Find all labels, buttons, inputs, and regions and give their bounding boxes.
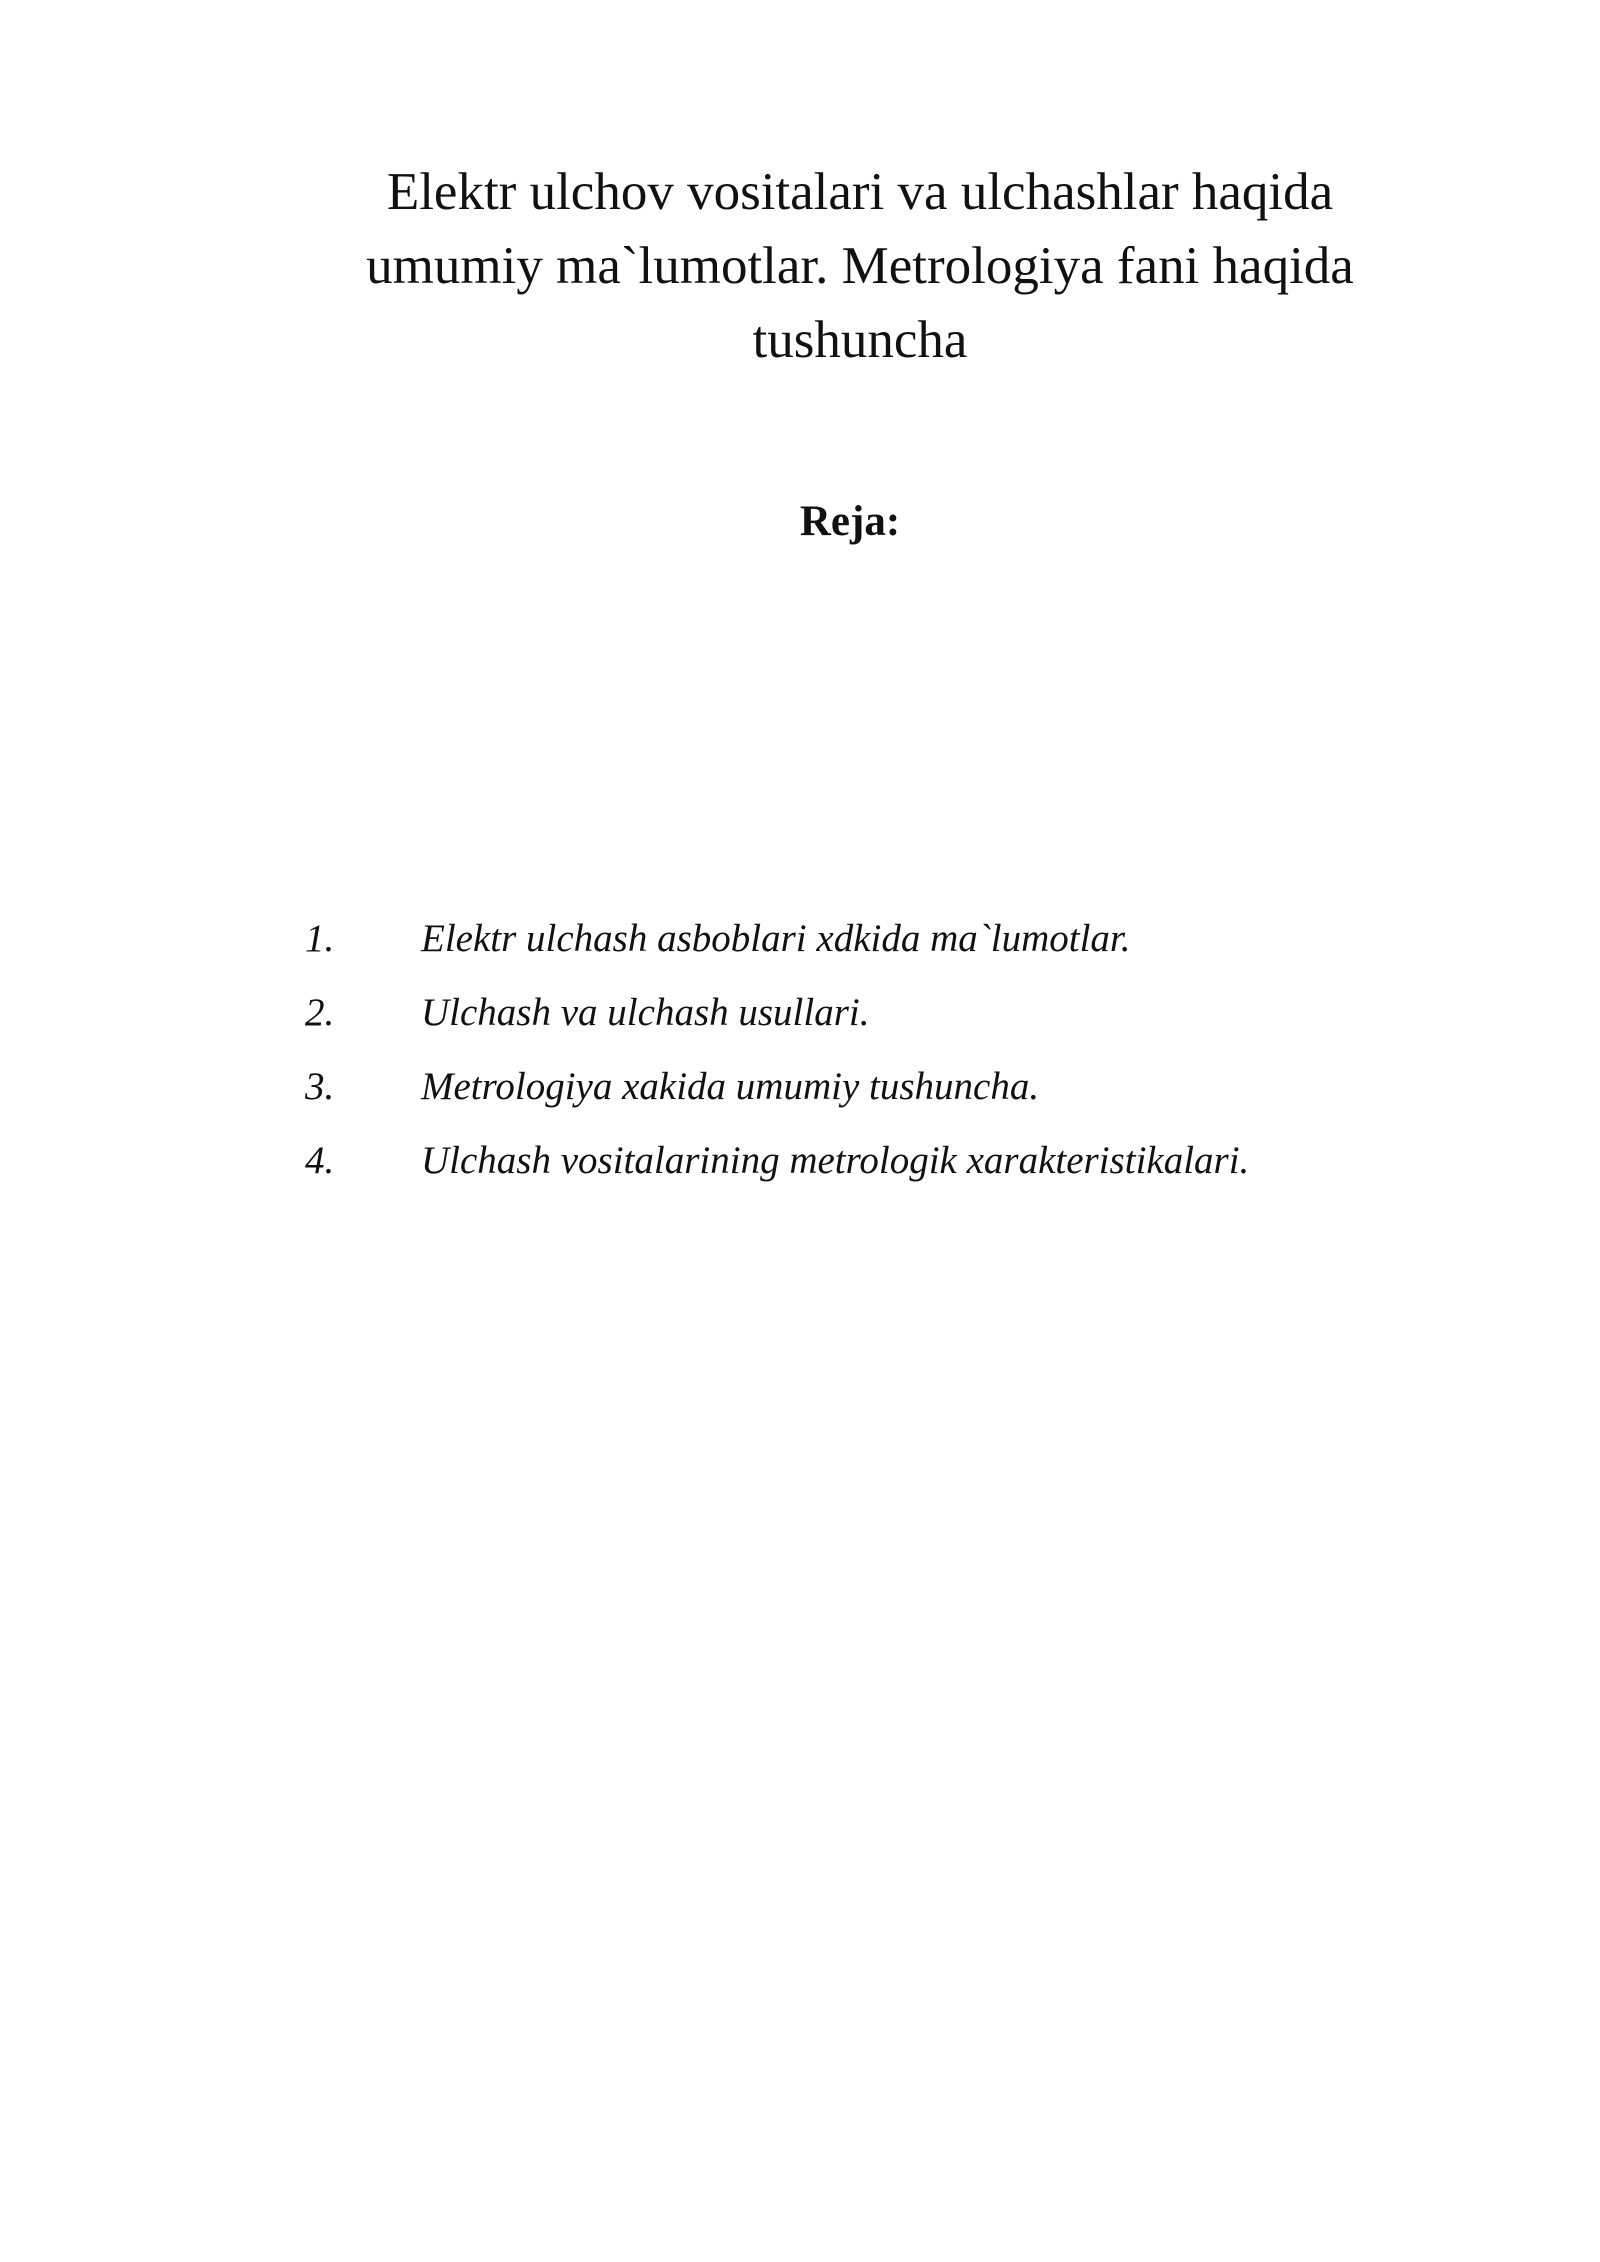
plan-item-number: 3. bbox=[305, 1065, 335, 1108]
title-line-2: umumiy ma`lumotlar. Metrologiya fani haqida bbox=[366, 237, 1354, 295]
plan-item-number: 2. bbox=[305, 991, 335, 1034]
plan-item-4 bbox=[305, 1124, 1249, 1198]
plan-item-text: Elektr ulchash asboblari xdkida ma`lumotlar. bbox=[421, 917, 1131, 960]
plan-item-number: 4. bbox=[305, 1139, 335, 1182]
plan-heading: Reja: bbox=[799, 498, 901, 545]
title-line-1: Elektr ulchov vositalari va ulchashlar haqida bbox=[386, 163, 1334, 221]
plan-item-3 bbox=[305, 1050, 1249, 1124]
title-line-3: tushuncha bbox=[752, 311, 968, 369]
plan-item-text: Ulchash va ulchash usullari. bbox=[421, 991, 870, 1034]
document-title bbox=[300, 155, 1420, 377]
plan-item-text: Metrologiya xakida umumiy tushuncha. bbox=[421, 1065, 1040, 1108]
plan-list bbox=[305, 902, 1249, 1198]
plan-item-1 bbox=[305, 902, 1249, 976]
plan-item-2 bbox=[305, 976, 1249, 1050]
plan-item-number: 1. bbox=[305, 917, 335, 960]
plan-item-text: Ulchash vositalarining metrologik xarakteristikalari. bbox=[421, 1139, 1250, 1182]
